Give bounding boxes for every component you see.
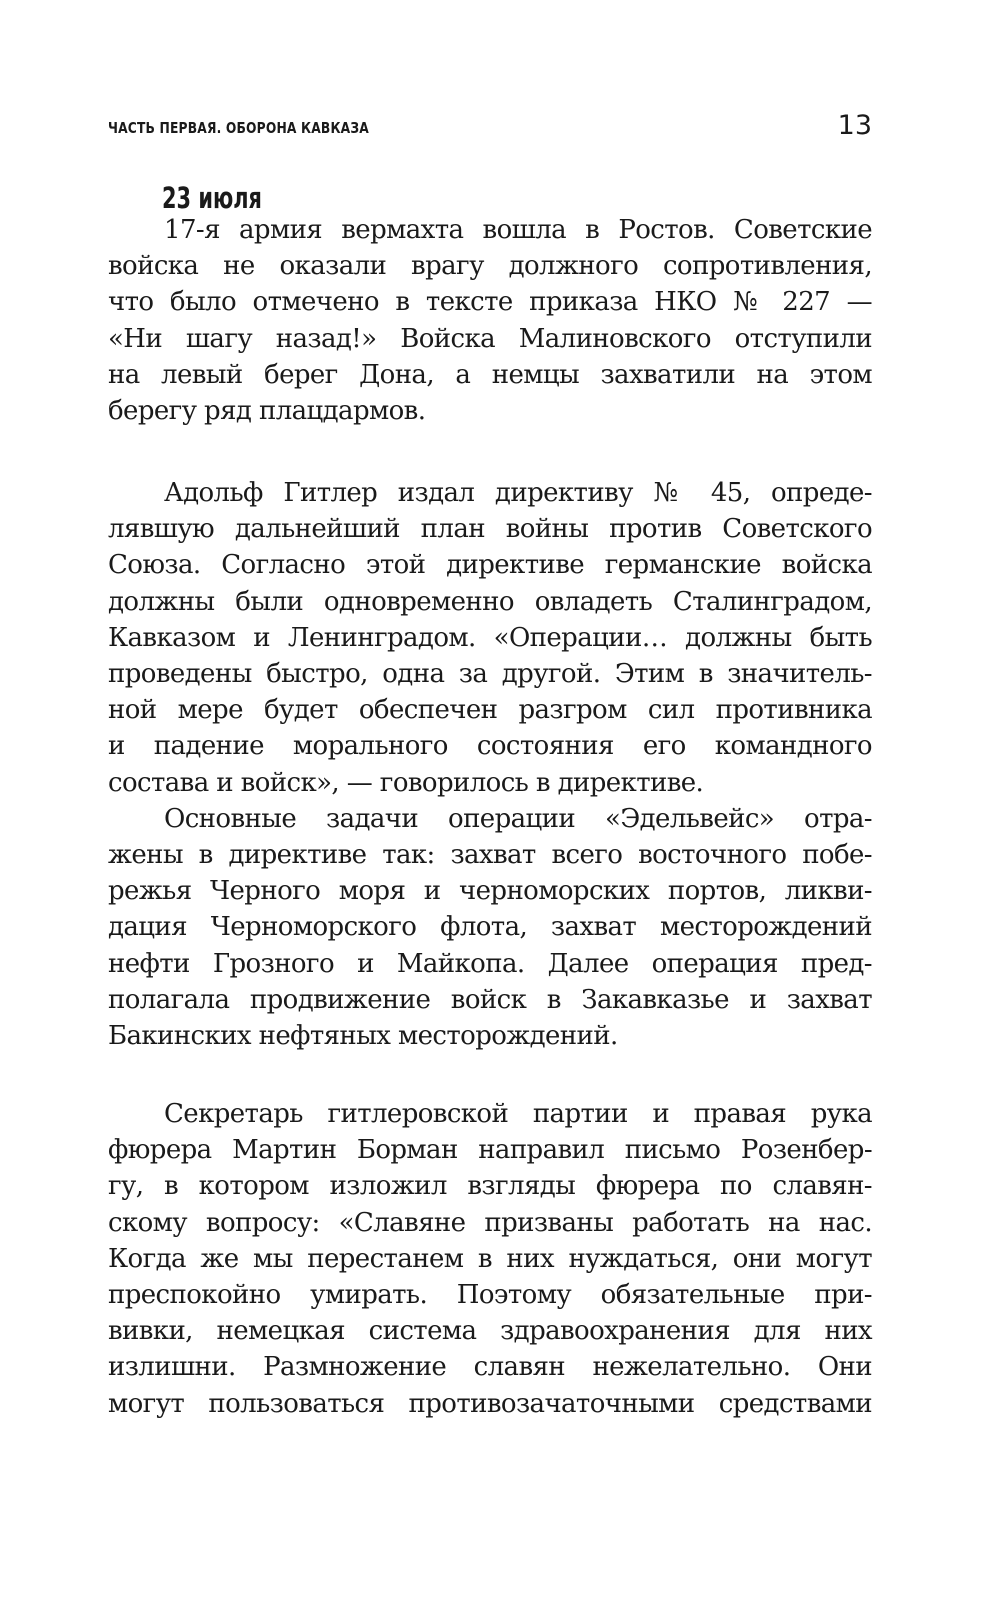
text-line: Когда же мы перестанем в них нуждаться, они могут	[108, 1243, 872, 1274]
text-line: могут пользоваться противозачаточными средствами	[108, 1388, 872, 1419]
text-line: Секретарь гитлеровской партии и правая рука	[164, 1099, 872, 1129]
text-line: жены в директиве так: захват всего восточного побе-	[108, 840, 872, 871]
text-line: должны были одновременно овладеть Сталинградом,	[108, 586, 872, 617]
text-line: «Ни шагу назад!» Войска Малиновского отступили	[108, 323, 872, 354]
text-line: полагала продвижение войск в Закавказье и захват	[108, 984, 872, 1015]
text-line: лявшую дальнейший план войны против Советского	[108, 514, 872, 545]
text-line: Основные задачи операции «Эдельвейс» отра-	[164, 803, 872, 834]
text-line: проведены быстро, одна за другой. Этим в значитель-	[108, 659, 872, 690]
text-line: гу, в котором изложил взгляды фюрера по славян-	[108, 1171, 872, 1202]
text-line: и падение морального состояния его командного	[108, 731, 872, 762]
entry-date-heading: 23 июля	[162, 181, 262, 215]
text-line: Бакинских нефтяных месторождений.	[108, 1021, 618, 1052]
text-line: излишни. Размножение славян нежелательно. Они	[108, 1352, 872, 1383]
text-line: Адольф Гитлер издал директиву № 45, опреде-	[164, 478, 872, 508]
text-line: преспокойно умирать. Поэтому обязательные при-	[108, 1280, 872, 1311]
text-line: Кавказом и Ленинградом. «Операции… должны быть	[108, 622, 872, 653]
text-line: фюрера Мартин Борман направил письмо Розенбер-	[108, 1135, 872, 1166]
text-line: что было отмечено в тексте приказа НКО № 227 —	[108, 287, 872, 318]
text-line: дация Черноморского флота, захват месторождений	[108, 912, 872, 943]
text-line: режья Черного моря и черноморских портов, ликви-	[108, 876, 872, 907]
text-line: берегу ряд плацдармов.	[108, 396, 426, 427]
text-line: нефти Грозного и Майкопа. Далее операция пред-	[108, 948, 872, 979]
paragraph-bormann-letter	[108, 1096, 872, 1422]
text-line: 17-я армия вермахта вошла в Ростов. Советские	[164, 215, 872, 245]
running-head: ЧАСТЬ ПЕРВАЯ. ОБОРОНА КАВКАЗА	[108, 119, 369, 137]
paragraph-rostov	[108, 212, 872, 429]
text-line: скому вопросу: «Славяне призваны работать на нас.	[108, 1207, 872, 1238]
text-line: на левый берег Дона, а немцы захватили на этом	[108, 359, 872, 390]
text-line: ной мере будет обеспечен разгром сил противника	[108, 695, 872, 726]
page-number: 13	[837, 110, 872, 141]
text-line: Союза. Согласно этой директиве германские войска	[108, 550, 872, 581]
text-line: вивки, немецкая система здравоохранения для них	[108, 1316, 872, 1347]
text-line: войска не оказали врагу должного сопротивления,	[108, 251, 872, 282]
text-line: состава и войск», — говорилось в директиве.	[108, 767, 704, 798]
paragraph-directive-45	[108, 475, 872, 1054]
